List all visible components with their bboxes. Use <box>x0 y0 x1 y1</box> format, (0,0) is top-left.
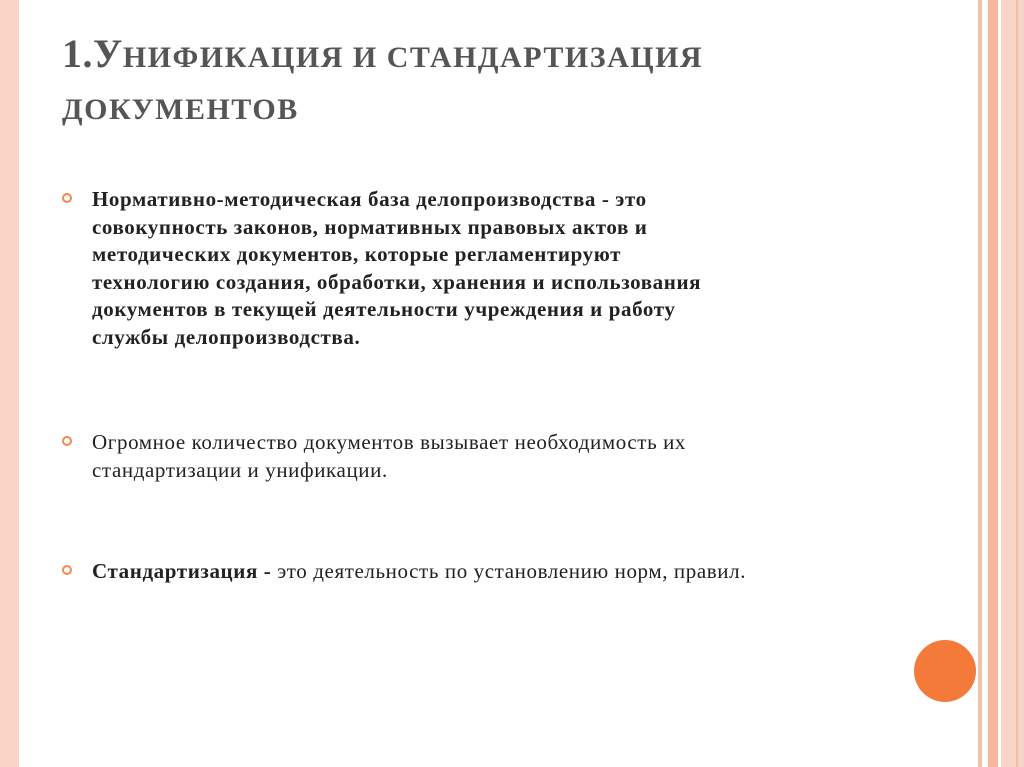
bullet-text-line: методических документов, которые регламентируют <box>92 242 622 266</box>
bullet-ring-icon <box>62 565 72 575</box>
title-line-1 <box>62 28 942 84</box>
bullet-text-line: документов в текущей деятельности учреждения и работу <box>92 297 676 321</box>
bullet-text-line: стандартизации и унификации. <box>92 457 388 482</box>
title-line-2: ДОКУМЕНТОВ <box>62 93 299 126</box>
definition-text: это деятельность по установлению норм, правил. <box>271 559 747 583</box>
bullet-text-line: совокупность законов, нормативных правовых актов и <box>92 214 648 239</box>
orange-circle-decoration <box>914 640 976 702</box>
right-stripe-thin <box>1016 0 1018 767</box>
bullet-item-standardization <box>62 558 942 586</box>
title-number: 1. <box>62 31 93 76</box>
right-stripe-band <box>1001 0 1024 767</box>
bullet-ring-icon <box>62 436 72 446</box>
left-decorative-band <box>0 0 19 767</box>
bullet-item-normative-base <box>62 186 942 351</box>
bullet-text-line: службы делопроизводства. <box>92 324 361 349</box>
right-stripe <box>988 0 998 767</box>
title-line1-rest: НИФИКАЦИЯ И СТАНДАРТИЗАЦИЯ <box>122 41 704 74</box>
bullet-text <box>92 429 942 484</box>
slide-title <box>62 28 942 136</box>
bullet-text-line: технологию создания, обработки, хранения и использования <box>92 269 702 294</box>
definition-term: Стандартизация - <box>92 559 272 583</box>
bullet-ring-icon <box>62 193 72 203</box>
bullet-item-document-volume <box>62 429 942 484</box>
bullet-text <box>92 186 942 351</box>
title-first-letter: У <box>93 31 123 76</box>
bullet-text <box>92 558 942 586</box>
bullet-text-line: Нормативно-методическая база делопроизводства - это <box>92 187 647 211</box>
bullet-text-line <box>92 558 942 586</box>
bullet-text-line: Огромное количество документов вызывает необходимость их <box>92 430 687 454</box>
